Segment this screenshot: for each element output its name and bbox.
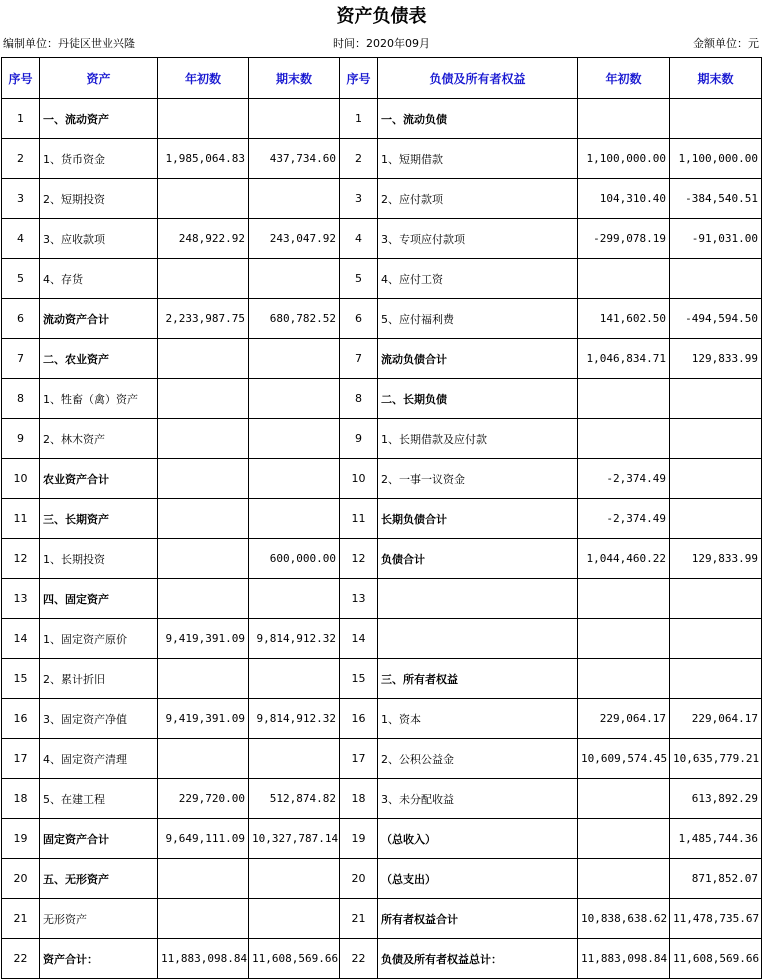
row-seq-right: 19 [340, 819, 378, 859]
row-seq-left: 18 [2, 779, 40, 819]
asset-begin-value [158, 739, 249, 779]
header-end-right: 期末数 [670, 58, 762, 99]
asset-end-value: 243,047.92 [249, 219, 340, 259]
liability-end-value: 11,478,735.67 [670, 899, 762, 939]
asset-name: 一、流动资产 [40, 99, 158, 139]
row-seq-left: 16 [2, 699, 40, 739]
asset-end-value: 10,327,787.14 [249, 819, 340, 859]
row-seq-right: 11 [340, 499, 378, 539]
row-seq-left: 9 [2, 419, 40, 459]
liability-begin-value [578, 819, 670, 859]
asset-end-value: 437,734.60 [249, 139, 340, 179]
liability-name: 2、一事一议资金 [378, 459, 578, 499]
liability-name: 负债及所有者权益总计： [378, 939, 578, 979]
liability-begin-value: 10,838,638.62 [578, 899, 670, 939]
asset-end-value [249, 579, 340, 619]
table-row [2, 99, 762, 139]
row-seq-right: 13 [340, 579, 378, 619]
asset-name: 农业资产合计 [40, 459, 158, 499]
liability-end-value: 871,852.07 [670, 859, 762, 899]
row-seq-left: 5 [2, 259, 40, 299]
liability-name: 二、长期负债 [378, 379, 578, 419]
asset-begin-value [158, 579, 249, 619]
liability-end-value: -384,540.51 [670, 179, 762, 219]
asset-end-value [249, 259, 340, 299]
asset-end-value: 680,782.52 [249, 299, 340, 339]
asset-begin-value [158, 539, 249, 579]
asset-name: 4、存货 [40, 259, 158, 299]
liability-begin-value: -2,374.49 [578, 499, 670, 539]
preparing-unit: 编制单位：丹徒区世业兴隆 [3, 37, 135, 50]
header-begin-left: 年初数 [158, 58, 249, 99]
row-seq-right: 9 [340, 419, 378, 459]
row-seq-right: 10 [340, 459, 378, 499]
liability-name: 3、未分配收益 [378, 779, 578, 819]
row-seq-right: 18 [340, 779, 378, 819]
liability-end-value [670, 259, 762, 299]
asset-end-value: 512,874.82 [249, 779, 340, 819]
row-seq-left: 2 [2, 139, 40, 179]
liability-end-value [670, 419, 762, 459]
liability-begin-value: -2,374.49 [578, 459, 670, 499]
asset-name: 2、累计折旧 [40, 659, 158, 699]
asset-name: 固定资产合计 [40, 819, 158, 859]
header-seq-left: 序号 [2, 58, 40, 99]
liability-begin-value [578, 659, 670, 699]
asset-begin-value [158, 379, 249, 419]
liability-end-value: 613,892.29 [670, 779, 762, 819]
liability-end-value [670, 459, 762, 499]
asset-end-value [249, 419, 340, 459]
liability-end-value [670, 619, 762, 659]
header-end-left: 期末数 [249, 58, 340, 99]
asset-begin-value [158, 339, 249, 379]
liability-begin-value: 1,044,460.22 [578, 539, 670, 579]
asset-name: 五、无形资产 [40, 859, 158, 899]
asset-name: 1、固定资产原价 [40, 619, 158, 659]
table-row [2, 899, 762, 939]
asset-name: 2、短期投资 [40, 179, 158, 219]
asset-begin-value [158, 659, 249, 699]
asset-name: 1、长期投资 [40, 539, 158, 579]
liability-begin-value [578, 259, 670, 299]
asset-end-value: 9,814,912.32 [249, 699, 340, 739]
asset-end-value: 600,000.00 [249, 539, 340, 579]
liability-begin-value: -299,078.19 [578, 219, 670, 259]
row-seq-right: 5 [340, 259, 378, 299]
row-seq-left: 8 [2, 379, 40, 419]
asset-name: 4、固定资产清理 [40, 739, 158, 779]
row-seq-left: 10 [2, 459, 40, 499]
asset-begin-value: 9,419,391.09 [158, 619, 249, 659]
row-seq-left: 22 [2, 939, 40, 979]
table-row [2, 419, 762, 459]
liability-begin-value [578, 99, 670, 139]
header-row [2, 58, 762, 99]
liability-begin-value: 1,046,834.71 [578, 339, 670, 379]
liability-begin-value: 229,064.17 [578, 699, 670, 739]
liability-end-value [670, 499, 762, 539]
row-seq-right: 20 [340, 859, 378, 899]
row-seq-right: 7 [340, 339, 378, 379]
asset-name: 1、货币资金 [40, 139, 158, 179]
liability-end-value [670, 99, 762, 139]
liability-name: 负债合计 [378, 539, 578, 579]
liability-end-value: 1,100,000.00 [670, 139, 762, 179]
row-seq-right: 1 [340, 99, 378, 139]
row-seq-left: 21 [2, 899, 40, 939]
row-seq-right: 17 [340, 739, 378, 779]
liability-begin-value [578, 779, 670, 819]
asset-begin-value: 1,985,064.83 [158, 139, 249, 179]
row-seq-left: 19 [2, 819, 40, 859]
asset-name: 四、固定资产 [40, 579, 158, 619]
asset-end-value [249, 379, 340, 419]
row-seq-left: 15 [2, 659, 40, 699]
liability-name: 2、应付款项 [378, 179, 578, 219]
asset-begin-value [158, 459, 249, 499]
liability-name: （总收入） [378, 819, 578, 859]
row-seq-left: 3 [2, 179, 40, 219]
table-row [2, 499, 762, 539]
liability-begin-value [578, 579, 670, 619]
asset-end-value [249, 899, 340, 939]
report-title: 资产负债表 [336, 6, 427, 27]
table-row [2, 819, 762, 859]
liability-name: 三、所有者权益 [378, 659, 578, 699]
liability-name: （总支出） [378, 859, 578, 899]
liability-name [378, 579, 578, 619]
asset-begin-value [158, 99, 249, 139]
liability-name: 1、短期借款 [378, 139, 578, 179]
row-seq-right: 8 [340, 379, 378, 419]
asset-name: 3、应收款项 [40, 219, 158, 259]
asset-end-value [249, 179, 340, 219]
asset-end-value [249, 739, 340, 779]
liability-begin-value: 1,100,000.00 [578, 139, 670, 179]
liability-name: 一、流动负债 [378, 99, 578, 139]
asset-end-value: 9,814,912.32 [249, 619, 340, 659]
liability-end-value [670, 579, 762, 619]
table-row [2, 379, 762, 419]
asset-begin-value: 229,720.00 [158, 779, 249, 819]
asset-end-value [249, 339, 340, 379]
row-seq-left: 14 [2, 619, 40, 659]
asset-name: 流动资产合计 [40, 299, 158, 339]
liability-begin-value: 11,883,098.84 [578, 939, 670, 979]
liability-name: 5、应付福利费 [378, 299, 578, 339]
asset-begin-value [158, 499, 249, 539]
liability-name: 流动负债合计 [378, 339, 578, 379]
table-row [2, 779, 762, 819]
row-seq-right: 14 [340, 619, 378, 659]
liability-begin-value [578, 419, 670, 459]
asset-end-value: 11,608,569.66 [249, 939, 340, 979]
row-seq-right: 12 [340, 539, 378, 579]
row-seq-left: 12 [2, 539, 40, 579]
table-row [2, 659, 762, 699]
table-row [2, 619, 762, 659]
asset-end-value [249, 499, 340, 539]
liability-begin-value: 104,310.40 [578, 179, 670, 219]
asset-begin-value [158, 179, 249, 219]
asset-name: 资产合计： [40, 939, 158, 979]
liability-name: 4、应付工资 [378, 259, 578, 299]
liability-end-value: 129,833.99 [670, 339, 762, 379]
table-row [2, 739, 762, 779]
table-row [2, 219, 762, 259]
liability-name: 3、专项应付款项 [378, 219, 578, 259]
table-row [2, 259, 762, 299]
table-row [2, 939, 762, 979]
table-row [2, 339, 762, 379]
asset-end-value [249, 859, 340, 899]
row-seq-left: 1 [2, 99, 40, 139]
header-begin-right: 年初数 [578, 58, 670, 99]
liability-begin-value: 10,609,574.45 [578, 739, 670, 779]
row-seq-right: 15 [340, 659, 378, 699]
row-seq-left: 11 [2, 499, 40, 539]
row-seq-left: 17 [2, 739, 40, 779]
asset-name: 二、农业资产 [40, 339, 158, 379]
asset-name: 1、牲畜（禽）资产 [40, 379, 158, 419]
asset-end-value [249, 99, 340, 139]
row-seq-right: 4 [340, 219, 378, 259]
table-row [2, 579, 762, 619]
liability-begin-value [578, 619, 670, 659]
asset-begin-value: 11,883,098.84 [158, 939, 249, 979]
table-row [2, 539, 762, 579]
asset-begin-value [158, 859, 249, 899]
asset-begin-value: 248,922.92 [158, 219, 249, 259]
row-seq-right: 2 [340, 139, 378, 179]
row-seq-left: 4 [2, 219, 40, 259]
liability-end-value: 11,608,569.66 [670, 939, 762, 979]
liability-end-value: 1,485,744.36 [670, 819, 762, 859]
table-body [2, 99, 762, 979]
liability-name: 1、资本 [378, 699, 578, 739]
table-row [2, 179, 762, 219]
currency-unit: 金额单位：元 [693, 37, 759, 50]
header-assets: 资产 [40, 58, 158, 99]
header-seq-right: 序号 [340, 58, 378, 99]
row-seq-left: 13 [2, 579, 40, 619]
asset-name: 无形资产 [40, 899, 158, 939]
balance-sheet-table [1, 57, 762, 979]
liability-begin-value [578, 859, 670, 899]
liability-name [378, 619, 578, 659]
liability-begin-value [578, 379, 670, 419]
liability-end-value: 129,833.99 [670, 539, 762, 579]
liability-end-value: 229,064.17 [670, 699, 762, 739]
asset-begin-value [158, 899, 249, 939]
row-seq-right: 22 [340, 939, 378, 979]
asset-begin-value: 9,649,111.09 [158, 819, 249, 859]
asset-begin-value: 2,233,987.75 [158, 299, 249, 339]
report-period: 时间：2020年09月 [333, 37, 430, 50]
liability-name: 2、公积公益金 [378, 739, 578, 779]
table-row [2, 459, 762, 499]
table-row [2, 139, 762, 179]
row-seq-right: 6 [340, 299, 378, 339]
asset-name: 2、林木资产 [40, 419, 158, 459]
row-seq-right: 21 [340, 899, 378, 939]
liability-name: 所有者权益合计 [378, 899, 578, 939]
asset-begin-value [158, 259, 249, 299]
liability-end-value [670, 379, 762, 419]
liability-begin-value: 141,602.50 [578, 299, 670, 339]
liability-end-value: -494,594.50 [670, 299, 762, 339]
liability-name: 1、长期借款及应付款 [378, 419, 578, 459]
table-row [2, 859, 762, 899]
asset-begin-value [158, 419, 249, 459]
liability-end-value [670, 659, 762, 699]
asset-name: 三、长期资产 [40, 499, 158, 539]
liability-end-value: 10,635,779.21 [670, 739, 762, 779]
asset-name: 5、在建工程 [40, 779, 158, 819]
liability-end-value: -91,031.00 [670, 219, 762, 259]
liability-name: 长期负债合计 [378, 499, 578, 539]
asset-name: 3、固定资产净值 [40, 699, 158, 739]
row-seq-left: 6 [2, 299, 40, 339]
asset-end-value [249, 659, 340, 699]
asset-begin-value: 9,419,391.09 [158, 699, 249, 739]
header-liabilities-equity: 负债及所有者权益 [378, 58, 578, 99]
table-row [2, 299, 762, 339]
row-seq-left: 20 [2, 859, 40, 899]
asset-end-value [249, 459, 340, 499]
table-row [2, 699, 762, 739]
row-seq-right: 3 [340, 179, 378, 219]
row-seq-right: 16 [340, 699, 378, 739]
row-seq-left: 7 [2, 339, 40, 379]
